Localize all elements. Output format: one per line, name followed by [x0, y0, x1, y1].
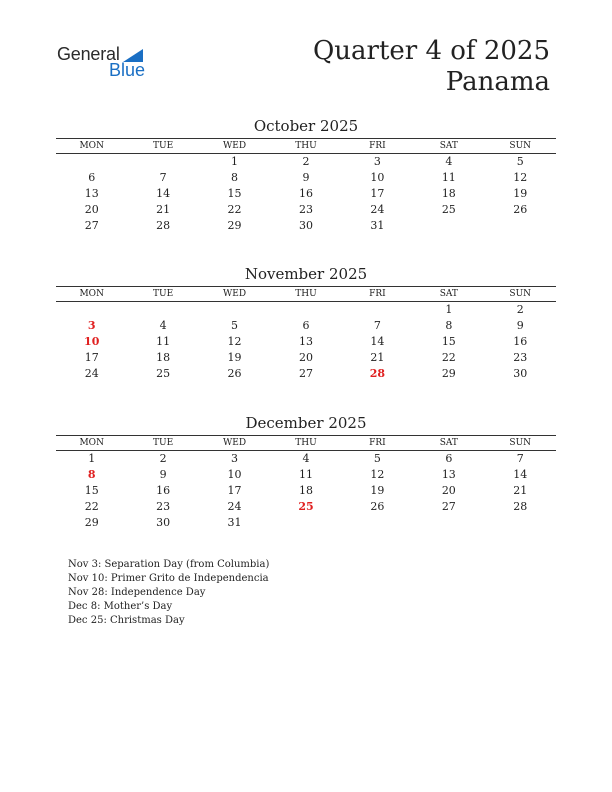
day-cell: 31: [370, 219, 385, 232]
holiday-note: Dec 25: Christmas Day: [68, 615, 185, 626]
day-cell: 20: [298, 351, 313, 364]
day-cell: 4: [445, 155, 453, 168]
day-cell: 29: [441, 367, 456, 380]
weekday-label: SAT: [439, 141, 458, 151]
day-cell: 16: [298, 187, 313, 200]
weekday-label: THU: [295, 141, 317, 151]
title-quarter: Quarter 4 of 2025: [312, 36, 550, 66]
week-row: [56, 334, 556, 350]
week-row: [56, 350, 556, 366]
day-cell: 6: [88, 171, 96, 184]
day-cell: 8: [445, 319, 453, 332]
page-title: [313, 36, 550, 98]
day-cell: 7: [159, 171, 167, 184]
day-cell: 1: [445, 303, 453, 316]
day-cell: 19: [227, 351, 242, 364]
weekday-label: SUN: [509, 289, 532, 299]
week-row: [56, 218, 556, 234]
day-cell: 7: [373, 319, 381, 332]
day-cell: [127, 154, 198, 170]
weekday-label: TUE: [153, 289, 174, 299]
day-cell: 5: [373, 452, 381, 465]
day-cell: 15: [441, 335, 456, 348]
day-cell: 11: [298, 468, 313, 481]
day-cell: 4: [302, 452, 310, 465]
day-cell: 20: [441, 484, 456, 497]
day-cell: 28: [513, 500, 528, 513]
day-cell: 13: [84, 187, 99, 200]
month-december: [56, 413, 556, 531]
day-cell: [342, 302, 413, 318]
month-november: [56, 264, 556, 382]
weekday-label: SAT: [439, 438, 458, 448]
day-cell: 15: [84, 484, 99, 497]
day-cell: 22: [441, 351, 456, 364]
day-cell: 13: [441, 468, 456, 481]
day-cell: 6: [302, 319, 310, 332]
day-cell: 18: [298, 484, 313, 497]
day-cell: 10: [227, 468, 242, 481]
weekday-label: WED: [223, 438, 247, 448]
day-cell: 3: [231, 452, 239, 465]
day-cell: 1: [88, 452, 96, 465]
day-cell: 15: [227, 187, 242, 200]
day-cell: 8: [231, 171, 239, 184]
day-cell: 30: [156, 516, 171, 529]
day-cell: 24: [84, 367, 99, 380]
day-cell: 20: [84, 203, 99, 216]
week-row: [56, 451, 556, 467]
logo-blue-text: Blue: [109, 60, 146, 80]
weekday-label: TUE: [153, 141, 174, 151]
weekday-label: SUN: [509, 141, 532, 151]
holiday-day-cell: 28: [369, 367, 386, 380]
weekday-label: WED: [223, 141, 247, 151]
week-row: [56, 366, 556, 382]
week-row: [56, 483, 556, 499]
day-cell: 18: [156, 351, 171, 364]
day-cell: 14: [513, 468, 528, 481]
title-country: Panama: [445, 67, 550, 97]
day-cell: [199, 302, 270, 318]
weekday-label: MON: [79, 141, 104, 151]
day-cell: 2: [302, 155, 310, 168]
day-cell: 28: [156, 219, 171, 232]
holiday-note: Nov 28: Independence Day: [68, 587, 206, 598]
weekday-label: SUN: [509, 438, 532, 448]
day-cell: [270, 302, 341, 318]
weekday-label: TUE: [153, 438, 174, 448]
day-cell: 25: [156, 367, 171, 380]
day-cell: 14: [156, 187, 171, 200]
day-cell: 30: [298, 219, 313, 232]
day-cell: 11: [441, 171, 456, 184]
day-cell: 1: [231, 155, 239, 168]
day-cell: [485, 218, 556, 234]
day-cell: 16: [156, 484, 171, 497]
day-cell: 24: [227, 500, 242, 513]
week-row: [56, 515, 556, 531]
day-cell: 22: [227, 203, 242, 216]
day-cell: 29: [84, 516, 99, 529]
day-cell: 30: [513, 367, 528, 380]
day-cell: 18: [441, 187, 456, 200]
day-cell: 12: [370, 468, 385, 481]
day-cell: 5: [516, 155, 524, 168]
logo-general-text: General: [57, 44, 120, 64]
day-cell: 23: [513, 351, 528, 364]
weekday-label: MON: [79, 438, 104, 448]
day-cell: 14: [370, 335, 385, 348]
weekday-header: [56, 138, 556, 154]
weekday-header: [56, 286, 556, 302]
day-cell: 26: [513, 203, 528, 216]
day-cell: 23: [156, 500, 171, 513]
day-cell: [342, 515, 413, 531]
weekday-label: FRI: [369, 141, 386, 151]
weekday-label: WED: [223, 289, 247, 299]
day-cell: [485, 515, 556, 531]
holiday-day-cell: 3: [87, 319, 96, 332]
day-cell: 5: [231, 319, 239, 332]
day-cell: 27: [298, 367, 313, 380]
day-cell: [56, 154, 127, 170]
day-cell: 4: [159, 319, 167, 332]
day-cell: 27: [84, 219, 99, 232]
day-cell: [413, 515, 484, 531]
day-cell: 12: [227, 335, 242, 348]
day-cell: 17: [227, 484, 242, 497]
day-cell: 27: [441, 500, 456, 513]
day-cell: 11: [156, 335, 171, 348]
holiday-note: Nov 10: Primer Grito de Independencia: [68, 573, 269, 584]
weekday-label: SAT: [439, 289, 458, 299]
day-cell: [56, 302, 127, 318]
week-row: [56, 302, 556, 318]
week-row: [56, 154, 556, 170]
day-cell: 13: [298, 335, 313, 348]
weekday-label: THU: [295, 438, 317, 448]
day-cell: 29: [227, 219, 242, 232]
day-cell: 19: [370, 484, 385, 497]
day-cell: 9: [302, 171, 310, 184]
weekday-header: [56, 435, 556, 451]
weekday-label: FRI: [369, 289, 386, 299]
week-row: [56, 318, 556, 334]
holiday-note: Dec 8: Mother’s Day: [68, 601, 173, 612]
month-title: November 2025: [244, 265, 368, 283]
day-cell: 7: [516, 452, 524, 465]
day-cell: 26: [227, 367, 242, 380]
day-cell: 3: [373, 155, 381, 168]
day-cell: 10: [370, 171, 385, 184]
day-cell: 24: [370, 203, 385, 216]
logo: [57, 44, 167, 84]
day-cell: 31: [227, 516, 242, 529]
day-cell: [270, 515, 341, 531]
month-title: December 2025: [245, 414, 367, 432]
week-row: [56, 170, 556, 186]
day-cell: 16: [513, 335, 528, 348]
week-row: [56, 186, 556, 202]
day-cell: 26: [370, 500, 385, 513]
day-cell: 9: [516, 319, 524, 332]
day-cell: 6: [445, 452, 453, 465]
week-row: [56, 499, 556, 515]
day-cell: 19: [513, 187, 528, 200]
weekday-label: FRI: [369, 438, 386, 448]
week-row: [56, 467, 556, 483]
holiday-day-cell: 25: [298, 500, 314, 513]
holiday-day-cell: 10: [84, 335, 100, 348]
day-cell: [127, 302, 198, 318]
month-title: October 2025: [253, 117, 359, 135]
day-cell: 21: [513, 484, 528, 497]
day-cell: 25: [441, 203, 456, 216]
day-cell: [413, 218, 484, 234]
day-cell: 22: [84, 500, 99, 513]
day-cell: 12: [513, 171, 528, 184]
day-cell: 2: [159, 452, 167, 465]
day-cell: 21: [370, 351, 385, 364]
holiday-notes: [68, 558, 269, 628]
month-october: [56, 116, 556, 234]
holiday-note: Nov 3: Separation Day (from Columbia): [68, 559, 270, 570]
weekday-label: MON: [79, 289, 104, 299]
day-cell: 9: [159, 468, 167, 481]
week-row: [56, 202, 556, 218]
day-cell: 2: [516, 303, 524, 316]
day-cell: 17: [84, 351, 99, 364]
holiday-day-cell: 8: [87, 468, 96, 481]
day-cell: 21: [156, 203, 171, 216]
weekday-label: THU: [295, 289, 317, 299]
day-cell: 23: [298, 203, 313, 216]
day-cell: 17: [370, 187, 385, 200]
